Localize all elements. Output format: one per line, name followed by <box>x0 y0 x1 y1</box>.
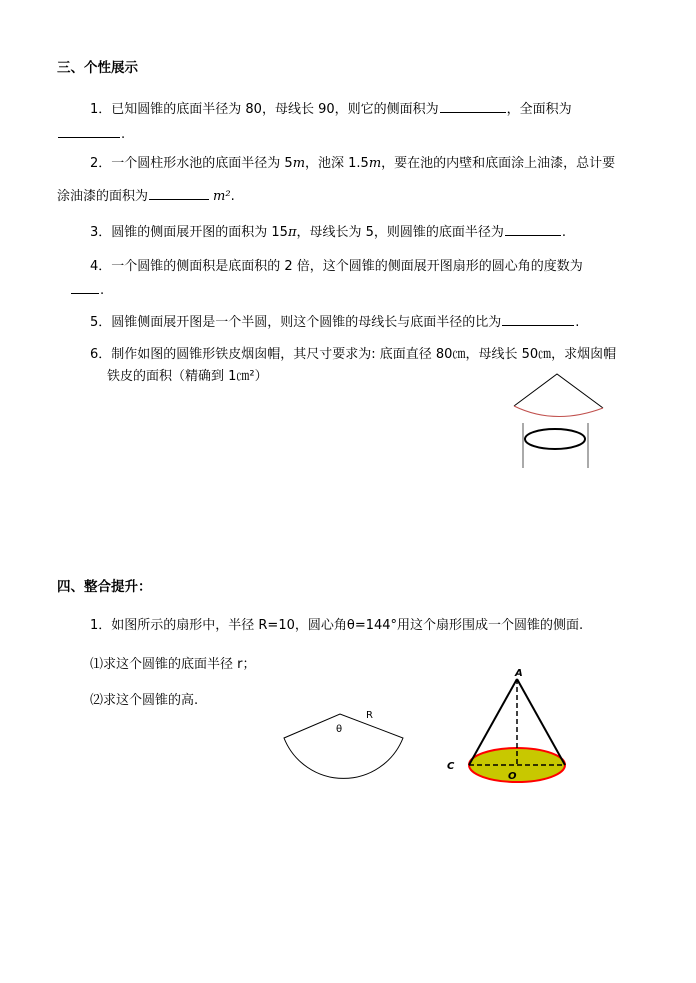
q5-text-b: . <box>575 315 580 330</box>
sector-angle-label: θ <box>336 724 343 735</box>
q3-text-a: 3．圆锥的侧面展开图的面积为 15 <box>90 225 288 240</box>
q2-text-a: 2．一个圆柱形水池的底面半径为 5 <box>90 156 293 171</box>
q2-text-d: 涂油漆的面积为 <box>57 189 149 204</box>
sector-shape <box>284 714 403 778</box>
question-1 <box>90 99 572 119</box>
question-5 <box>90 312 579 332</box>
q3-text-b: ，母线长为 5，则圆锥的底面半径为 <box>296 225 504 240</box>
answer-blank <box>71 280 99 294</box>
q1-text-a: 1．已知圆锥的底面半径为 80，母线长 90，则它的侧面积为 <box>90 102 439 117</box>
q2-unit-2: m <box>368 156 382 171</box>
q4-text-a: 4．一个圆锥的侧面积是底面积的 2 倍，这个圆锥的侧面展开图扇形的圆心角的度数为 <box>90 259 583 274</box>
cone-label-a: A <box>515 668 523 679</box>
q6-text-b: 铁皮的面积（精确到 1㎝²） <box>107 369 268 384</box>
q6-text-a: 6．制作如图的圆锥形铁皮烟囱帽，其尺寸要求为: 底面直径 80㎝，母线长 50㎝，求烟囱帽 <box>90 347 617 362</box>
q1-text-c: . <box>121 127 126 142</box>
sector-figure <box>280 700 410 780</box>
cone-cap <box>514 374 603 408</box>
question-3 <box>90 222 566 242</box>
question-2 <box>90 155 615 173</box>
problem-1-part-2: ⑵求这个圆锥的高. <box>90 693 199 708</box>
question-2-cont <box>57 186 235 206</box>
q2-text-c: ，要在池的内壁和底面涂上油漆，总计要 <box>381 156 616 171</box>
question-6-cont <box>107 368 268 386</box>
answer-blank <box>149 186 209 200</box>
cone-figure <box>440 665 580 790</box>
cap-rim-front <box>514 406 603 417</box>
question-4 <box>90 258 583 276</box>
q2-unit-3: m² <box>213 189 231 204</box>
q2-text-e: . <box>230 189 235 204</box>
answer-blank <box>505 222 561 236</box>
section-heading-3: 三、个性展示 <box>57 60 138 76</box>
q3-pi: π <box>287 225 297 240</box>
answer-blank <box>502 312 574 326</box>
cone-label-o: O <box>508 771 517 782</box>
q2-unit-1: m <box>292 156 306 171</box>
answer-blank <box>58 124 120 138</box>
question-6 <box>90 346 616 364</box>
q1-text-b: ，全面积为 <box>506 102 572 117</box>
q2-text-b: ，池深 1.5 <box>305 156 369 171</box>
cone-label-c: C <box>447 761 455 772</box>
problem-1-part-1: ⑴求这个圆锥的底面半径 r； <box>90 657 256 672</box>
problem-1: 1．如图所示的扇形中，半径 R=10，圆心角θ=144°用这个扇形围成一个圆锥的侧面. <box>90 618 584 633</box>
section-heading-4: 四、整合提升： <box>57 579 152 595</box>
pipe-opening <box>525 429 585 449</box>
chimney-cap-figure <box>505 368 615 472</box>
q4-text-b: . <box>100 283 105 298</box>
sector-radius-label: R <box>366 710 373 721</box>
q5-text-a: 5．圆锥侧面展开图是一个半圆，则这个圆锥的母线长与底面半径的比为 <box>90 315 502 330</box>
q3-text-c: . <box>561 225 567 240</box>
question-4-cont <box>70 280 104 300</box>
answer-blank <box>440 99 506 113</box>
question-1-cont <box>57 124 125 144</box>
